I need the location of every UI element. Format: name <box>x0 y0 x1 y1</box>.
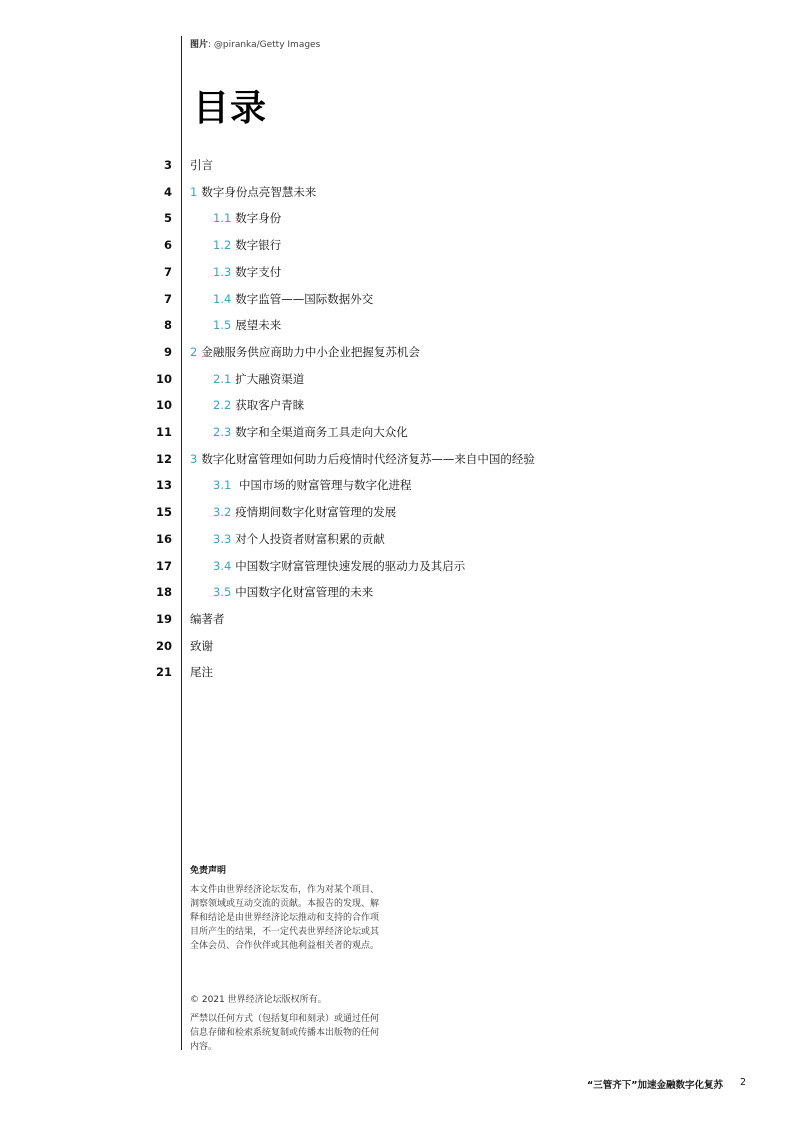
toc-entry-text <box>213 475 411 495</box>
toc-entry-text <box>213 529 385 549</box>
toc-section-number: 3.5 <box>213 585 232 599</box>
toc-page-number: 15 <box>155 505 172 519</box>
toc-section-number: 1.2 <box>213 238 232 252</box>
toc-section-title: 疫情期间数字化财富管理的发展 <box>235 505 397 519</box>
toc-page-number: 17 <box>155 559 172 573</box>
toc-section-number: 2.2 <box>213 398 232 412</box>
rights-notice: 严禁以任何方式（包括复印和刻录）或通过任何信息存储和检索系统复制或传播本出版物的任何内容。 <box>190 1014 380 1052</box>
footer-report-title: “三管齐下”加速金融数字化复苏 <box>587 1080 723 1091</box>
toc-section-number: 1.5 <box>213 318 232 332</box>
toc-entry[interactable] <box>0 636 793 656</box>
toc-entry[interactable] <box>0 582 793 602</box>
toc-page-number: 8 <box>163 318 172 332</box>
toc-section-title: 数字身份 <box>235 211 282 225</box>
toc-section-number: 1.4 <box>213 292 232 306</box>
toc-entry[interactable] <box>0 315 793 335</box>
copyright-notice: © 2021 世界经济论坛版权所有。 <box>190 995 327 1005</box>
toc-entry[interactable] <box>0 155 793 175</box>
toc-entry-text <box>213 208 281 228</box>
toc-entry-text <box>213 262 281 282</box>
toc-entry[interactable] <box>0 369 793 389</box>
toc-entry[interactable] <box>0 475 793 495</box>
toc-section-title: 获取客户青睐 <box>235 398 305 412</box>
toc-page-number: 10 <box>155 372 172 386</box>
toc-page-number: 5 <box>163 211 172 225</box>
toc-entry-text <box>190 609 225 629</box>
toc-entry[interactable] <box>0 556 793 576</box>
toc-entry-text <box>190 182 316 202</box>
toc-section-number: 3.2 <box>213 505 232 519</box>
toc-entry[interactable] <box>0 235 793 255</box>
toc-section-number: 3.1 <box>213 478 232 492</box>
toc-entry-text <box>213 582 373 602</box>
toc-page-number: 10 <box>155 398 172 412</box>
toc-section-title: 展望未来 <box>235 318 282 332</box>
photo-credit-label: 图片 <box>190 40 209 50</box>
toc-page-number: 13 <box>155 478 172 492</box>
toc-section-number: 2 <box>190 345 198 359</box>
toc-page-number: 4 <box>163 185 172 199</box>
toc-entry[interactable] <box>0 609 793 629</box>
photo-credit-source: : @piranka/Getty Images <box>208 40 321 50</box>
toc-page-number: 18 <box>155 585 172 599</box>
toc-page-number: 7 <box>163 265 172 279</box>
toc-page-number: 6 <box>163 238 172 252</box>
toc-section-title: 尾注 <box>190 665 213 679</box>
toc-section-title: 数字支付 <box>235 265 282 279</box>
toc-entry[interactable] <box>0 208 793 228</box>
toc-section-title: 中国市场的财富管理与数字化进程 <box>235 478 412 492</box>
toc-section-title: 数字和全渠道商务工具走向大众化 <box>235 425 408 439</box>
toc-entry-text <box>213 369 304 389</box>
toc-section-title: 金融服务供应商助力中小企业把握复苏机会 <box>201 345 420 359</box>
toc-page-number: 11 <box>155 425 172 439</box>
toc-entry[interactable] <box>0 262 793 282</box>
toc-entry-text <box>213 422 408 442</box>
toc-entry[interactable] <box>0 502 793 522</box>
toc-section-title: 数字银行 <box>235 238 282 252</box>
toc-entry-text <box>213 315 281 335</box>
toc-section-title: 中国数字化财富管理的未来 <box>235 585 374 599</box>
toc-page-number: 3 <box>163 158 172 172</box>
toc-entry-text <box>190 342 420 362</box>
toc-page-number: 21 <box>155 665 172 679</box>
photo-credit <box>190 37 320 50</box>
toc-section-title: 数字化财富管理如何助力后疫情时代经济复苏——来自中国的经验 <box>201 452 535 466</box>
toc-section-title: 扩大融资渠道 <box>235 372 305 386</box>
toc-entry-text <box>213 395 304 415</box>
toc-page-number: 16 <box>155 532 172 546</box>
toc-entry-text <box>213 235 281 255</box>
toc-entry-text <box>190 449 535 469</box>
toc-entry[interactable] <box>0 449 793 469</box>
toc-section-number: 2.1 <box>213 372 232 386</box>
toc-section-title: 数字监管——国际数据外交 <box>235 292 374 306</box>
toc-section-number: 3.3 <box>213 532 232 546</box>
toc-section-title: 对个人投资者财富积累的贡献 <box>235 532 385 546</box>
toc-section-title: 中国数字财富管理快速发展的驱动力及其启示 <box>235 559 466 573</box>
toc-section-title: 数字身份点亮智慧未来 <box>201 185 317 199</box>
toc-page-number: 12 <box>155 452 172 466</box>
toc-section-number: 1.1 <box>213 211 232 225</box>
toc-entry[interactable] <box>0 342 793 362</box>
toc-entry-text <box>190 662 213 682</box>
toc-entry[interactable] <box>0 395 793 415</box>
toc-section-title: 致谢 <box>190 639 213 653</box>
footer-page-number: 2 <box>740 1077 747 1088</box>
page-title: 目录 <box>193 88 268 129</box>
toc-entry[interactable] <box>0 289 793 309</box>
toc-entry[interactable] <box>0 662 793 682</box>
toc-section-number: 3 <box>190 452 198 466</box>
toc-entry[interactable] <box>0 182 793 202</box>
toc-section-number: 1 <box>190 185 198 199</box>
toc-section-title: 编著者 <box>190 612 225 626</box>
toc-entry-text <box>213 556 465 576</box>
toc-entry[interactable] <box>0 529 793 549</box>
toc-entry[interactable] <box>0 422 793 442</box>
toc-page-number: 7 <box>163 292 172 306</box>
toc-entry-text <box>213 289 373 309</box>
toc-entry-text <box>190 636 213 656</box>
toc-section-number: 1.3 <box>213 265 232 279</box>
toc-section-number: 2.3 <box>213 425 232 439</box>
toc-section-title: 引言 <box>190 158 213 172</box>
toc-entry-text <box>190 155 213 175</box>
toc-entry-text <box>213 502 396 522</box>
toc-page-number: 20 <box>155 639 172 653</box>
toc-page-number: 19 <box>155 612 172 626</box>
disclaimer-title: 免责声明 <box>190 866 227 876</box>
toc-section-number: 3.4 <box>213 559 232 573</box>
toc-page-number: 9 <box>163 345 172 359</box>
disclaimer-body: 本文件由世界经济论坛发布，作为对某个项目、洞察领域或互动交流的贡献。本报告的发现、解释和结论是由世界经济论坛推动和支持的合作项目所产生的结果，不一定代表世界经济论坛或其全体会员、合作伙伴或其他利益相关者的观点。 <box>190 885 380 951</box>
